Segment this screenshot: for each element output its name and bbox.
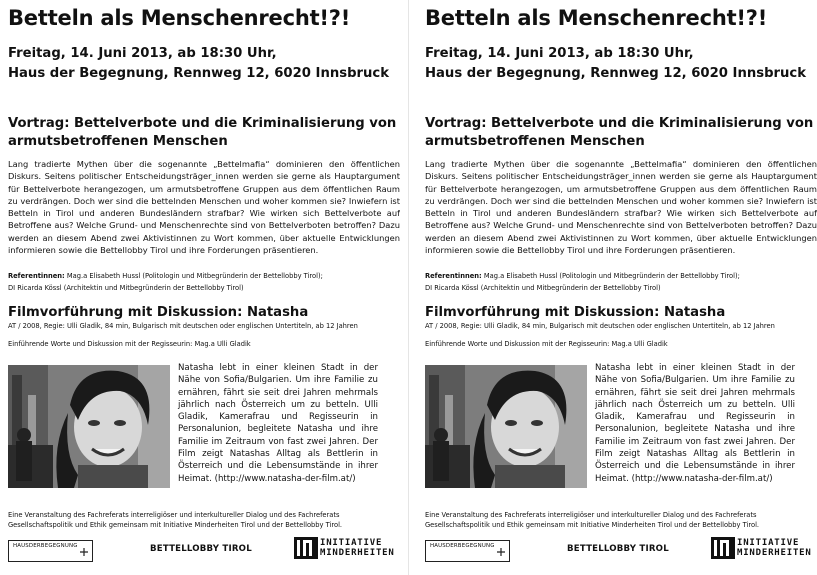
flyer-title: Betteln als Menschenrecht!?! bbox=[425, 6, 768, 30]
speaker-1: Mag.a Elisabeth Hussl (Politologin und Mitbegründerin der Bettellobby Tirol); bbox=[483, 272, 740, 280]
film-intro: Einführende Worte und Diskussion mit der Regisseurin: Mag.a Ulli Gladik bbox=[425, 340, 668, 348]
event-info bbox=[425, 44, 806, 84]
lecture-body: Lang tradierte Mythen über die sogenannte „Bettelmafia“ dominieren den öffentlichen Diskurs. Seitens politischer Entscheidungsträger_innen werden sie gerne als Hauptargument für Bettelverbote herangezogen, um armutsbetroffene Gruppen aus dem öffentlichen Raum zu verdrängen. Doch wer sind die bettelnden Menschen und woher kommen sie? Inwiefern ist Betteln in Tirol und anderen Bundesländern strafbar? Wie wirken sich Bettelverbote auf Betroffene aus? Welche Grund- und Menschenrechte sind von Bettelverboten betroffen? Dazu werden an diesem Abend zwei Aktivistinnen zu Wort kommen, über aktuelle Entwicklungen informieren sowie die Bettellobby Tirol und ihre Forderungen präsentieren. bbox=[425, 159, 817, 256]
event-location: Haus der Begegnung, Rennweg 12, 6020 Innsbruck bbox=[425, 66, 807, 81]
haus-der-begegnung-logo bbox=[425, 540, 510, 562]
lecture-heading: Vortrag: Bettelverbote und die Kriminalisierung von armutsbetroffenen Menschen bbox=[425, 116, 814, 149]
organizer-text: Eine Veranstaltung des Fachreferats interreligiöser und interkultureller Dialog und des Fachreferats Gesellschaftspolitik und Ethik gemeinsam mit Initiative Minderheiten Tirol und der Bettellobby Tirol. bbox=[8, 511, 343, 529]
page-divider bbox=[408, 0, 409, 575]
hdb-cross-icon bbox=[80, 548, 88, 556]
film-photo bbox=[425, 365, 587, 488]
flyer-left bbox=[0, 0, 400, 575]
flyer-right bbox=[417, 0, 817, 575]
lecture-heading: Vortrag: Bettelverbote und die Kriminalisierung von armutsbetroffenen Menschen bbox=[8, 116, 397, 149]
bettellobby-logo: BETTELLOBBY TIROL bbox=[567, 544, 669, 554]
initiative-minderheiten-logo bbox=[294, 537, 395, 559]
haus-der-begegnung-logo bbox=[8, 540, 93, 562]
speaker-1: Mag.a Elisabeth Hussl (Politologin und Mitbegründerin der Bettellobby Tirol); bbox=[66, 272, 323, 280]
lecture-body: Lang tradierte Mythen über die sogenannte „Bettelmafia“ dominieren den öffentlichen Diskurs. Seitens politischer Entscheidungsträger_innen werden sie gerne als Hauptargument für Bettelverbote herangezogen, um armutsbetroffene Gruppen aus dem öffentlichen Raum zu verdrängen. Doch wer sind die bettelnden Menschen und woher kommen sie? Inwiefern ist Betteln in Tirol und anderen Bundesländern strafbar? Wie wirken sich Bettelverbote auf Betroffene aus? Welche Grund- und Menschenrechte sind von Bettelverboten betroffen? Dazu werden an diesem Abend zwei Aktivistinnen zu Wort kommen, über aktuelle Entwicklungen informieren sowie die Bettellobby Tirol und ihre Forderungen präsentieren. bbox=[8, 159, 400, 256]
speakers-label: Referentinnen: bbox=[425, 272, 482, 280]
event-info bbox=[8, 44, 389, 84]
hdb-cross-icon bbox=[497, 548, 505, 556]
initiative-minderheiten-logo bbox=[711, 537, 812, 559]
im-logo-line2: MINDERHEITEN bbox=[320, 548, 395, 558]
im-logo-icon bbox=[294, 537, 318, 559]
film-heading: Filmvorführung mit Diskussion: Natasha bbox=[8, 305, 309, 320]
hdb-logo-text: HAUSDERBEGEGNUNG bbox=[430, 543, 495, 549]
event-date: Freitag, 14. Juni 2013, ab 18:30 Uhr, bbox=[425, 46, 694, 61]
film-intro: Einführende Worte und Diskussion mit der Regisseurin: Mag.a Ulli Gladik bbox=[8, 340, 251, 348]
film-description: Natasha lebt in einer kleinen Stadt in der Nähe von Sofia/Bulgarien. Um ihre Familie zu ernähren, fährt sie seit drei Jahren mehrmals jährlich nach Österreich um zu betteln. Ulli Gladik, Kamerafrau und Regisseurin in Personalunion, begleitete Natasha und ihre Familie im Zeitraum von fast zwei Jahren. Der Film zeigt Natashas Alltag als Bettlerin in Österreich und die Lebensumstände in ihrer Heimat. (http://www.natasha-der-film.at/) bbox=[178, 363, 378, 484]
im-logo-line1: INITIATIVE bbox=[737, 538, 800, 548]
film-meta: AT / 2008, Regie: Ulli Gladik, 84 min, Bulgarisch mit deutschen oder englischen Untertiteln, ab 12 Jahren bbox=[425, 322, 775, 330]
hdb-logo-text: HAUSDERBEGEGNUNG bbox=[13, 543, 78, 549]
speaker-2: DI Ricarda Kössl (Architektin und Mitbegründerin der Bettellobby Tirol) bbox=[425, 284, 661, 292]
film-meta: AT / 2008, Regie: Ulli Gladik, 84 min, Bulgarisch mit deutschen oder englischen Untertiteln, ab 12 Jahren bbox=[8, 322, 358, 330]
im-logo-line2: MINDERHEITEN bbox=[737, 548, 812, 558]
bettellobby-logo: BETTELLOBBY TIROL bbox=[150, 544, 252, 554]
organizer-text: Eine Veranstaltung des Fachreferats interreligiöser und interkultureller Dialog und des Fachreferats Gesellschaftspolitik und Ethik gemeinsam mit Initiative Minderheiten Tirol und der Bettellobby Tirol. bbox=[425, 511, 760, 529]
speakers-label: Referentinnen: bbox=[8, 272, 65, 280]
film-heading: Filmvorführung mit Diskussion: Natasha bbox=[425, 305, 726, 320]
speakers bbox=[425, 270, 740, 294]
im-logo-icon bbox=[711, 537, 735, 559]
flyer-title: Betteln als Menschenrecht!?! bbox=[8, 6, 351, 30]
event-date: Freitag, 14. Juni 2013, ab 18:30 Uhr, bbox=[8, 46, 277, 61]
speakers bbox=[8, 270, 323, 294]
film-description: Natasha lebt in einer kleinen Stadt in der Nähe von Sofia/Bulgarien. Um ihre Familie zu ernähren, fährt sie seit drei Jahren mehrmals jährlich nach Österreich um zu betteln. Ulli Gladik, Kamerafrau und Regisseurin in Personalunion, begleitete Natasha und ihre Familie im Zeitraum von fast zwei Jahren. Der Film zeigt Natashas Alltag als Bettlerin in Österreich und die Lebensumstände in ihrer Heimat. (http://www.natasha-der-film.at/) bbox=[595, 363, 795, 484]
im-logo-line1: INITIATIVE bbox=[320, 538, 383, 548]
film-photo bbox=[8, 365, 170, 488]
speaker-2: DI Ricarda Kössl (Architektin und Mitbegründerin der Bettellobby Tirol) bbox=[8, 284, 244, 292]
event-location: Haus der Begegnung, Rennweg 12, 6020 Innsbruck bbox=[8, 66, 390, 81]
